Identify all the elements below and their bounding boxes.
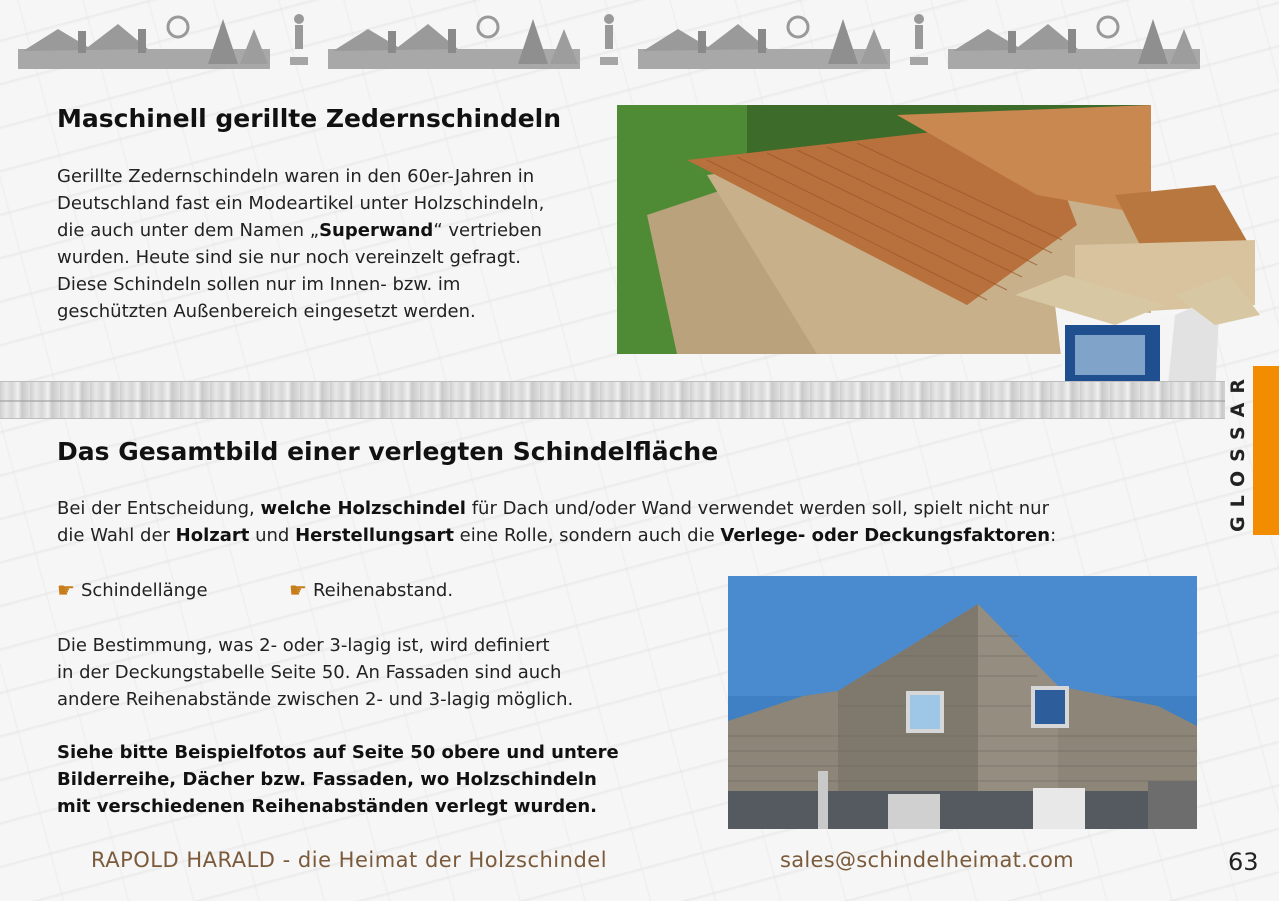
section2-paragraph (57, 632, 697, 713)
text-line: Die Bestimmung, was 2- oder 3-lagig ist, wird definiert (57, 635, 550, 656)
section2-heading: Das Gesamtbild einer verlegten Schindelfläche (57, 437, 719, 466)
bullet-label: Schindellänge (80, 579, 208, 601)
text-line: wurden. Heute sind sie nur noch vereinzelt gefragt. (57, 247, 521, 268)
bullet-item (57, 578, 208, 602)
text-line: Gerillte Zedernschindeln waren in den 60er-Jahren in (57, 166, 535, 187)
woodworker-scene-icon (948, 9, 1200, 71)
section1-paragraph (57, 163, 617, 325)
glossar-label-wrap[interactable] (1226, 366, 1250, 535)
text-line: Siehe bitte Beispielfotos auf Seite 50 obere und untere (57, 742, 619, 763)
footer-company-text: RAPOLD HARALD - die Heimat der Holzschindel (91, 848, 608, 872)
section1-heading: Maschinell gerillte Zedernschindeln (57, 104, 562, 133)
section2-intro (57, 495, 1207, 549)
woodworker-scene-icon (18, 9, 270, 71)
text-line: die Wahl der Holzart und Herstellungsart eine Rolle, sondern auch die Verlege- oder Deckungsfaktoren: (57, 525, 1057, 546)
page-number: 63 (1228, 848, 1259, 876)
text-line: die auch unter dem Namen „Superwand“ vertrieben (57, 220, 542, 241)
bullet-label: Reihenabstand. (312, 579, 454, 601)
text-line: andere Reihenabstände zwischen 2- und 3-lagig möglich. (57, 689, 574, 710)
pointing-hand-icon: ☛ (57, 578, 75, 602)
section2-bold-paragraph (57, 739, 717, 820)
glossar-label[interactable]: GLOSSAR (1227, 369, 1249, 532)
woodcutter-figure-icon (594, 9, 624, 71)
text-line: mit verschiedenen Reihenabständen verlegt wurden. (57, 796, 597, 817)
text-line: Bilderreihe, Dächer bzw. Fassaden, wo Holzschindeln (57, 769, 597, 790)
text-line: Diese Schindeln sollen nur im Innen- bzw. im (57, 274, 461, 295)
pointing-hand-icon: ☛ (289, 578, 307, 602)
text-line: in der Deckungstabelle Seite 50. An Fassaden sind auch (57, 662, 562, 683)
text-line: geschützten Außenbereich eingesetzt werden. (57, 301, 476, 322)
woodcutter-figure-icon (284, 9, 314, 71)
glossar-tab[interactable] (1253, 366, 1279, 535)
superwand-term: Superwand (319, 220, 434, 241)
woodworker-scene-icon (638, 9, 890, 71)
shingle-strip-divider (0, 381, 1225, 419)
shingle-facade-photo (728, 576, 1197, 829)
header-frieze (18, 6, 1263, 74)
footer-email-link[interactable]: sales@schindelheimat.com (780, 848, 1074, 872)
text-line: Bei der Entscheidung, welche Holzschindel für Dach und/oder Wand verwendet werden soll, spielt nicht nur (57, 498, 1049, 519)
bullet-item (289, 578, 453, 602)
woodcutter-figure-icon (904, 9, 934, 71)
woodworker-scene-icon (328, 9, 580, 71)
text-line: Deutschland fast ein Modeartikel unter Holzschindeln, (57, 193, 545, 214)
